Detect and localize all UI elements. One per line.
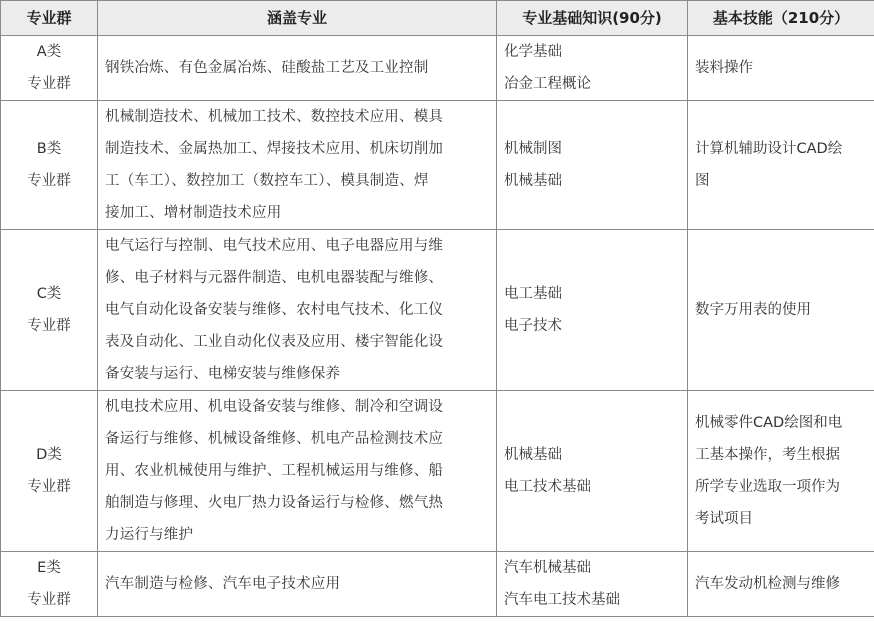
group-letter: E类: [37, 560, 61, 576]
knowledge-cell: [497, 391, 688, 552]
knowledge-item: 电工基础: [504, 286, 562, 302]
skill-line: 所学专业选取一项作为: [695, 479, 840, 495]
majors-cell: [98, 230, 497, 391]
group-cell: [1, 552, 98, 617]
skill-line: 计算机辅助设计CAD绘: [695, 141, 843, 157]
knowledge-item: 机械制图: [504, 141, 562, 157]
knowledge-cell: [497, 36, 688, 101]
group-letter: C类: [36, 286, 62, 302]
table-row: [1, 391, 874, 552]
majors-line: 电气运行与控制、电气技术应用、电子电器应用与维: [105, 238, 444, 254]
header-knowledge: 专业基础知识(90分): [497, 1, 688, 36]
group-cell: [1, 230, 98, 391]
skill-line: 数字万用表的使用: [695, 302, 811, 318]
group-letter: D类: [36, 447, 62, 463]
skill-cell: [688, 391, 874, 552]
knowledge-item: 电工技术基础: [504, 479, 591, 495]
knowledge-item: 汽车电工技术基础: [504, 592, 620, 608]
skill-cell: [688, 101, 874, 230]
group-cell: [1, 391, 98, 552]
skill-line: 机械零件CAD绘图和电: [695, 415, 843, 431]
group-cell: [1, 101, 98, 230]
majors-line: 机电技术应用、机电设备安装与维修、制冷和空调设: [105, 399, 444, 415]
skill-line: 工基本操作，考生根据: [695, 447, 840, 463]
majors-line: 钢铁冶炼、有色金属冶炼、硅酸盐工艺及工业控制: [105, 60, 429, 76]
knowledge-item: 冶金工程概论: [504, 76, 591, 92]
skill-line: 装料操作: [695, 60, 753, 76]
header-row: [1, 1, 874, 36]
majors-line: 电气自动化设备安装与维修、农村电气技术、化工仪: [105, 302, 444, 318]
table-row: [1, 552, 874, 617]
table-row: [1, 36, 874, 101]
knowledge-cell: [497, 552, 688, 617]
group-letter: B类: [36, 141, 62, 157]
table-row: [1, 101, 874, 230]
knowledge-cell: [497, 101, 688, 230]
majors-line: 用、农业机械使用与维护、工程机械运用与维修、船: [105, 463, 444, 479]
knowledge-item: 机械基础: [504, 447, 562, 463]
majors-cell: [98, 101, 497, 230]
skill-line: 汽车发动机检测与维修: [695, 576, 840, 592]
majors-line: 工（车工）、数控加工（数控车工）、模具制造、焊: [105, 173, 429, 189]
majors-line: 制造技术、金属热加工、焊接技术应用、机床切削加: [105, 141, 444, 157]
majors-line: 接加工、增材制造技术应用: [105, 205, 282, 221]
knowledge-cell: [497, 230, 688, 391]
knowledge-item: 化学基础: [504, 44, 562, 60]
group-label: 专业群: [27, 173, 71, 189]
group-letter: A类: [36, 44, 62, 60]
skill-line: 图: [695, 173, 710, 189]
group-label: 专业群: [27, 318, 71, 334]
majors-cell: [98, 552, 497, 617]
majors-cell: [98, 391, 497, 552]
majors-line: 舶制造与修理、火电厂热力设备运行与检修、燃气热: [105, 495, 444, 511]
header-skill: 基本技能（210分）: [688, 1, 874, 36]
majors-line: 备运行与维修、机械设备维修、机电产品检测技术应: [105, 431, 444, 447]
skill-cell: [688, 230, 874, 391]
group-label: 专业群: [27, 592, 71, 608]
group-label: 专业群: [27, 76, 71, 92]
skill-cell: [688, 552, 874, 617]
majors-line: 备安装与运行、电梯安装与维修保养: [105, 366, 341, 382]
header-group: 专业群: [1, 1, 98, 36]
header-majors: 涵盖专业: [98, 1, 497, 36]
group-label: 专业群: [27, 479, 71, 495]
skill-cell: [688, 36, 874, 101]
knowledge-item: 机械基础: [504, 173, 562, 189]
table-row: [1, 230, 874, 391]
skill-line: 考试项目: [695, 511, 753, 527]
majors-cell: [98, 36, 497, 101]
majors-line: 汽车制造与检修、汽车电子技术应用: [105, 576, 341, 592]
majors-line: 表及自动化、工业自动化仪表及应用、楼宇智能化设: [105, 334, 444, 350]
group-cell: [1, 36, 98, 101]
majors-line: 修、电子材料与元器件制造、电机电器装配与维修、: [105, 270, 444, 286]
majors-line: 力运行与维护: [105, 527, 194, 543]
knowledge-item: 汽车机械基础: [504, 560, 591, 576]
knowledge-item: 电子技术: [504, 318, 562, 334]
majors-line: 机械制造技术、机械加工技术、数控技术应用、模具: [105, 109, 444, 125]
